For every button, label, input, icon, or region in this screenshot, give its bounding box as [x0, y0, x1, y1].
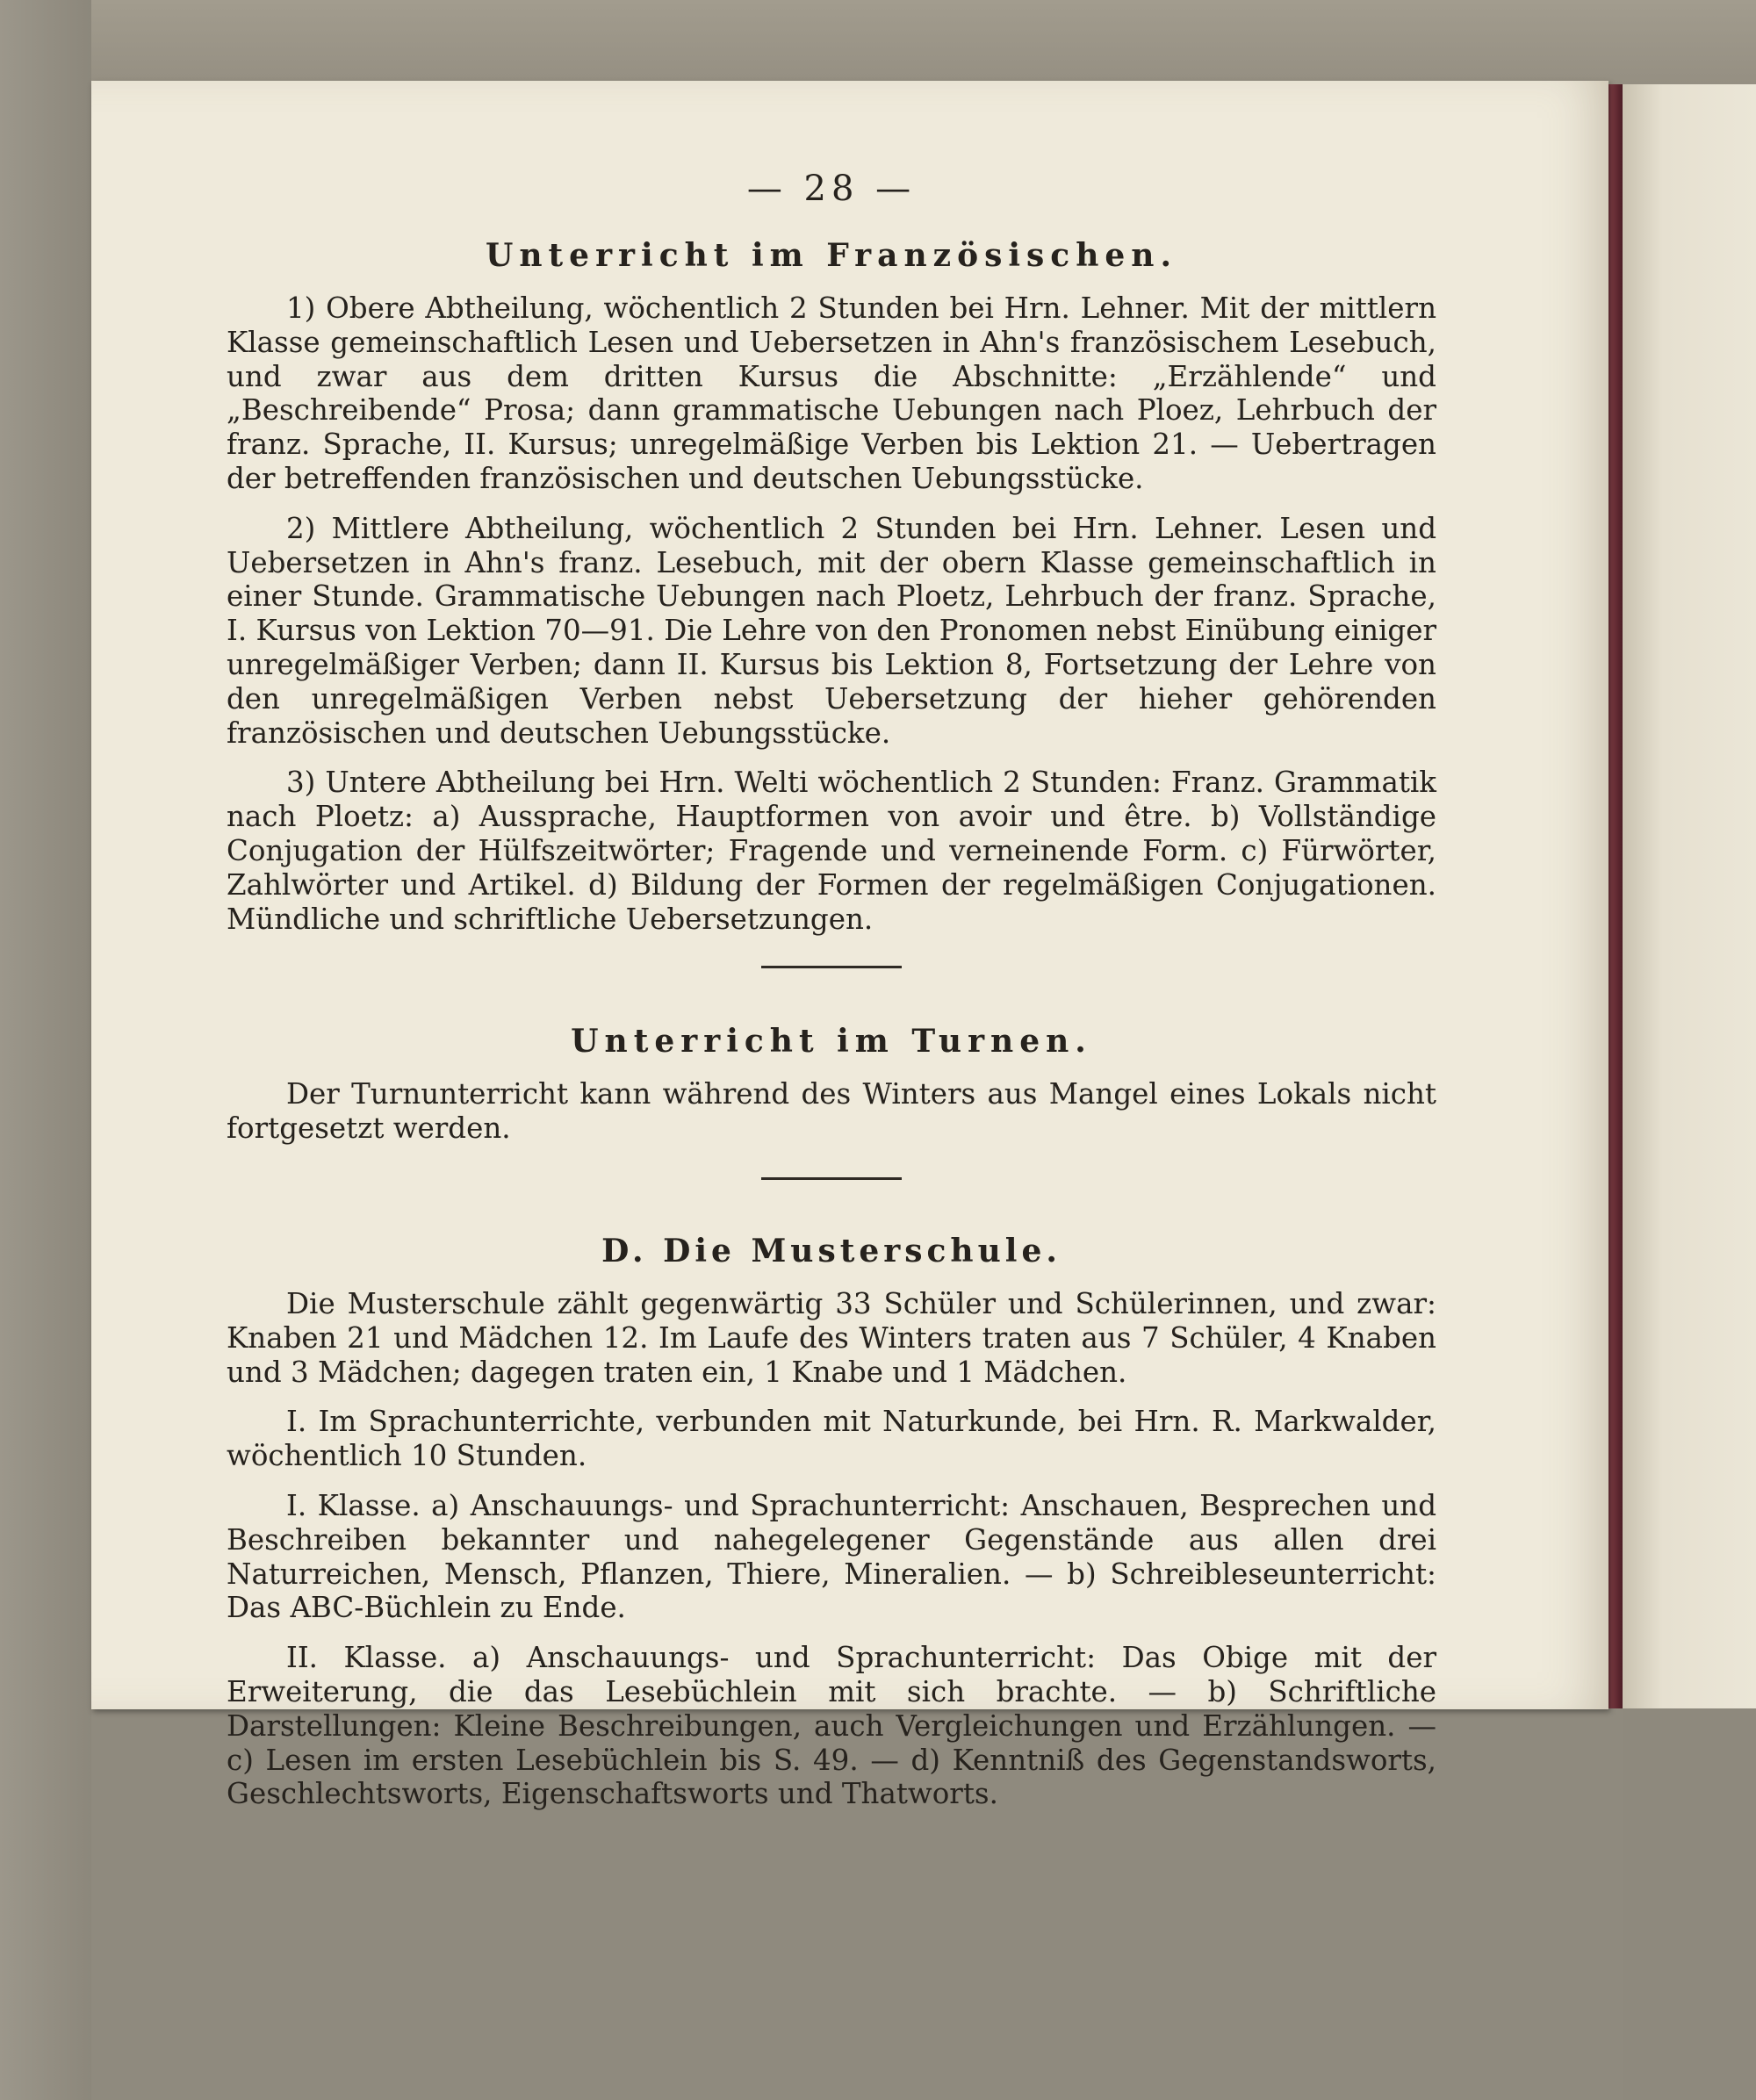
paragraph-sprachunterricht: I. Im Sprachunterrichte, verbunden mit Naturkunde, bei Hrn. R. Markwalder, wöchentlich 10 Stunden. [227, 1405, 1436, 1473]
paragraph-klasse-1: I. Klasse. a) Anschauungs- und Sprachunterricht: Anschauen, Besprechen und Beschreiben bekannter und nahegelegener Gegenstände aus allen drei Naturreichen, Mensch, Pflanzen, Thiere, Mineralien. — b) Schreibleseunterricht: Das ABC-Büchlein zu Ende. [227, 1488, 1436, 1625]
paragraph-french-upper: 1) Obere Abtheilung, wöchentlich 2 Stunden bei Hrn. Lehner. Mit der mittlern Klasse gemeinschaftlich Lesen und Uebersetzen in Ahn's französischem Lesebuch, und zwar aus dem dritten Kursus die Abschnitte: „Erzählende“ und „Beschreibende“ Prosa; dann grammatische Uebungen nach Ploez, Lehrbuch der franz. Sprache, II. Kursus; unregelmäßige Verben bis Lektion 21. — Uebertragen der betreffenden französischen und deutschen Uebungsstücke. [227, 291, 1436, 495]
heading-french: Unterricht im Französischen. [485, 237, 1178, 274]
section-divider [761, 1177, 902, 1180]
paragraph-klasse-2: II. Klasse. a) Anschauungs- und Sprachunterricht: Das Obige mit der Erweiterung, die das Lesebüchlein mit sich brachte. — b) Schriftliche Darstellungen: Kleine Beschreibungen, auch Vergleichungen und Erzählungen. — c) Lesen im ersten Lesebüchlein bis S. 49. — d) Kenntniß des Gegenstandsworts, Geschlechtsworts, Eigenschaftsworts und Thatworts. [227, 1641, 1436, 1811]
paragraph-french-middle: 2) Mittlere Abtheilung, wöchentlich 2 Stunden bei Hrn. Lehner. Lesen und Uebersetzen in Ahn's franz. Lesebuch, mit der obern Klasse gemeinschaftlich in einer Stunde. Grammatische Uebungen nach Ploetz, Lehrbuch der franz. Sprache, I. Kursus von Lektion 70—91. Die Lehre von den Pronomen nebst Einübung einiger unregelmäßiger Verben; dann II. Kursus bis Lektion 8, Fortsetzung der Lehre von den unregelmäßigen Verben nebst Uebersetzung der hieher gehörenden französischen und deutschen Uebungsstücke. [227, 511, 1436, 750]
paragraph-musterschule-intro: Die Musterschule zählt gegenwärtig 33 Schüler und Schülerinnen, und zwar: Knaben 21 und Mädchen 12. Im Laufe des Winters traten aus 7 Schüler, 4 Knaben und 3 Mädchen; dagegen traten ein, 1 Knabe und 1 Mädchen. [227, 1286, 1436, 1389]
section-divider [761, 966, 902, 968]
scan-backdrop-top [0, 0, 1756, 84]
paragraph-french-lower: 3) Untere Abtheilung bei Hrn. Welti wöchentlich 2 Stunden: Franz. Grammatik nach Ploetz: a) Aussprache, Hauptformen von avoir und être. b) Vollständige Conjugation der Hülfszeitwörter; Fragende und verneinende Form. c) Fürwörter, Zahlwörter und Artikel. d) Bildung der Formen der regelmäßigen Conjugationen. Mündliche und schriftliche Uebersetzungen. [227, 766, 1436, 936]
facing-page-edge [1623, 84, 1756, 1708]
page-number: — 28 — [746, 169, 917, 209]
scan-backdrop-bottom-right [1623, 1708, 1756, 2100]
heading-turnen: Unterricht im Turnen. [571, 1023, 1092, 1061]
page-content [227, 158, 1436, 1827]
heading-musterschule: D. Die Musterschule. [601, 1232, 1062, 1269]
paragraph-turnen: Der Turnunterricht kann während des Winters aus Mangel eines Lokals nicht fortgesetzt werden. [227, 1077, 1436, 1146]
scan-backdrop-left [0, 0, 91, 2100]
